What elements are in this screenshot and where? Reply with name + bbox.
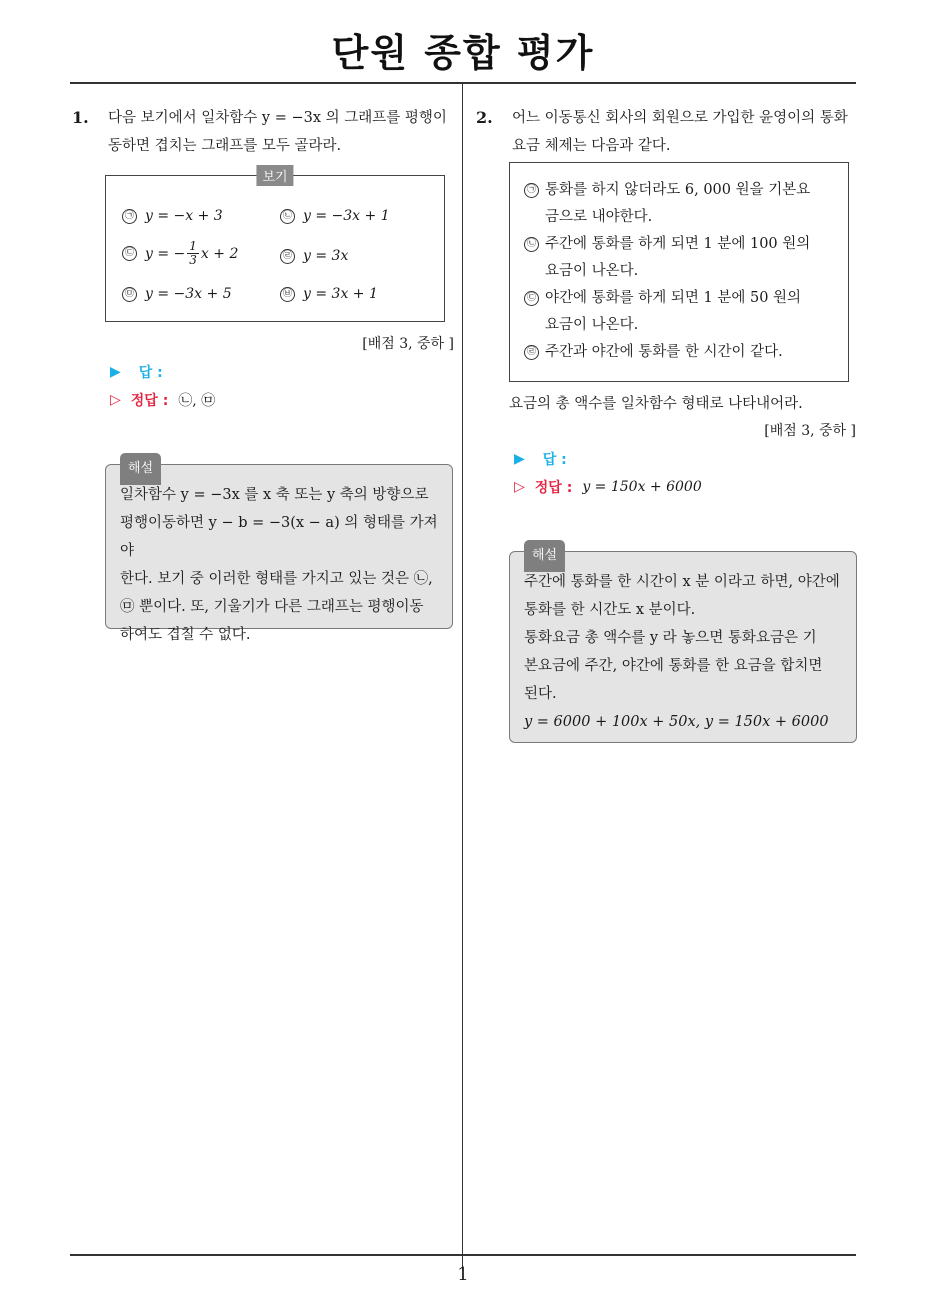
page-number: 1: [457, 1264, 469, 1285]
explanation-line: 된다.: [524, 686, 557, 702]
bottom-rule: [70, 1254, 856, 1256]
explanation-box-2: [509, 548, 857, 743]
question-1-answer: [110, 362, 163, 382]
question-1-text-line2: 동하면 겹치는 그래프를 모두 골라라.: [108, 138, 342, 154]
question-2-correct: [514, 477, 702, 497]
choice-e-mark: ㉤: [122, 287, 137, 302]
choice-c-formula: [145, 240, 238, 267]
page-title: 단원 종합 평가: [331, 31, 595, 75]
condition-d-mark: ㉣: [524, 345, 539, 360]
correct-label: 정답 :: [130, 393, 169, 409]
explanation-line: 일차함수 y = −3x 를 x 축 또는 y 축의 방향으로: [120, 487, 429, 503]
question-1-correct: [110, 390, 215, 410]
choice-d-formula: y = 3x: [303, 248, 349, 264]
top-rule: [70, 82, 856, 84]
question-2-text: [476, 104, 861, 160]
question-1-text: [72, 104, 462, 160]
explanation-line: 하여도 겹칠 수 없다.: [120, 627, 251, 643]
choice-a-formula: y = −x + 3: [145, 208, 223, 224]
condition-d-line1: 주간과 야간에 통화를 한 시간이 같다.: [545, 344, 783, 360]
condition-d: [524, 339, 834, 366]
play-icon: ▶: [514, 451, 525, 467]
question-2-text-line2: 요금 체제는 다음과 같다.: [512, 138, 671, 154]
explanation-line: 주간에 통화를 한 시간이 x 분 이라고 하면, 야간에: [524, 574, 840, 590]
explanation-label: 해설: [120, 453, 161, 485]
explanation-line: 평행이동하면 y − b = −3(x − a) 의 형태를 가져야: [120, 515, 438, 559]
explanation-box-1: [105, 461, 453, 643]
choice-b: [280, 208, 390, 224]
choice-c-fraction: [187, 240, 199, 267]
question-2: [476, 104, 861, 160]
question-2-instruction: 요금의 총 액수를 일차함수 형태로 나타내어라.: [509, 396, 803, 412]
question-2-text-line1: 어느 이동통신 회사의 회원으로 가입한 윤영이의 통화: [512, 110, 848, 126]
condition-a-text: [545, 177, 810, 231]
condition-c-mark: ㉢: [524, 291, 539, 306]
choice-e: [122, 286, 232, 302]
question-1-number: 1.: [72, 108, 89, 127]
condition-b-line1: 주간에 통화를 하게 되면 1 분에 100 원의: [545, 236, 811, 252]
correct-value: y = 150x + 6000: [582, 479, 702, 495]
explanation-line: 통화요금 총 액수를 y 라 놓으면 통화요금은 기: [524, 630, 817, 646]
question-1-score: [배점 3, 중하 ]: [362, 336, 454, 352]
correct-label: 정답 :: [534, 480, 573, 496]
choice-a-mark: ㉠: [122, 209, 137, 224]
choice-c-mark: ㉢: [122, 246, 137, 261]
condition-b-text: [545, 231, 810, 285]
question-1: [72, 104, 462, 160]
choice-d-mark: ㉣: [280, 249, 295, 264]
explanation-line: y = 6000 + 100x + 50x, y = 150x + 6000: [524, 714, 829, 730]
example-box-label: 보기: [256, 165, 293, 186]
choice-c-prefix: y = −: [145, 245, 186, 262]
choice-f: [280, 286, 378, 302]
condition-a: [524, 177, 834, 231]
outline-play-icon: ▷: [110, 392, 121, 408]
condition-c: [524, 285, 834, 339]
column-divider: [462, 83, 463, 1271]
choice-c-denominator: 3: [189, 253, 197, 267]
condition-b-mark: ㉡: [524, 237, 539, 252]
condition-b-line2: 요금이 나온다.: [545, 263, 639, 279]
example-box: [105, 170, 445, 322]
condition-a-line1: 통화를 하지 않더라도 6, 000 원을 기본요: [545, 182, 811, 198]
choice-d: [280, 248, 348, 264]
choice-c-suffix: x + 2: [200, 245, 239, 262]
question-2-answer: [514, 449, 567, 469]
choice-f-mark: ㉥: [280, 287, 295, 302]
answer-label: 답 :: [542, 452, 567, 468]
choice-c-numerator: 1: [189, 239, 197, 253]
question-1-text-line1: 다음 보기에서 일차함수 y = −3x 의 그래프를 평행이: [108, 110, 447, 126]
choice-c: [122, 240, 238, 267]
explanation-line: 본요금에 주간, 야간에 통화를 한 요금을 합치면: [524, 658, 823, 674]
explanation-line: 통화를 한 시간도 x 분이다.: [524, 602, 696, 618]
condition-c-line1: 야간에 통화를 하게 되면 1 분에 50 원의: [545, 290, 802, 306]
choice-f-formula: y = 3x + 1: [303, 286, 378, 302]
choice-b-formula: y = −3x + 1: [303, 208, 390, 224]
condition-a-mark: ㉠: [524, 183, 539, 198]
choice-a: [122, 208, 223, 224]
condition-a-line2: 금으로 내야한다.: [545, 209, 653, 225]
answer-label: 답 :: [138, 365, 163, 381]
choice-b-mark: ㉡: [280, 209, 295, 224]
question-2-number: 2.: [476, 108, 493, 127]
correct-value: ㉡, ㉤: [178, 393, 216, 409]
explanation-line: ㉤ 뿐이다. 또, 기울기가 다른 그래프는 평행이동: [120, 599, 424, 615]
outline-play-icon: ▷: [514, 479, 525, 495]
choice-e-formula: y = −3x + 5: [145, 286, 232, 302]
explanation-line: 한다. 보기 중 이러한 형태를 가지고 있는 것은 ㉡,: [120, 571, 433, 587]
question-2-score: [배점 3, 중하 ]: [764, 423, 856, 439]
explanation-label: 해설: [524, 540, 565, 572]
condition-c-line2: 요금이 나온다.: [545, 317, 639, 333]
condition-b: [524, 231, 834, 285]
condition-c-text: [545, 285, 801, 339]
play-icon: ▶: [110, 364, 121, 380]
condition-box: [509, 162, 849, 382]
